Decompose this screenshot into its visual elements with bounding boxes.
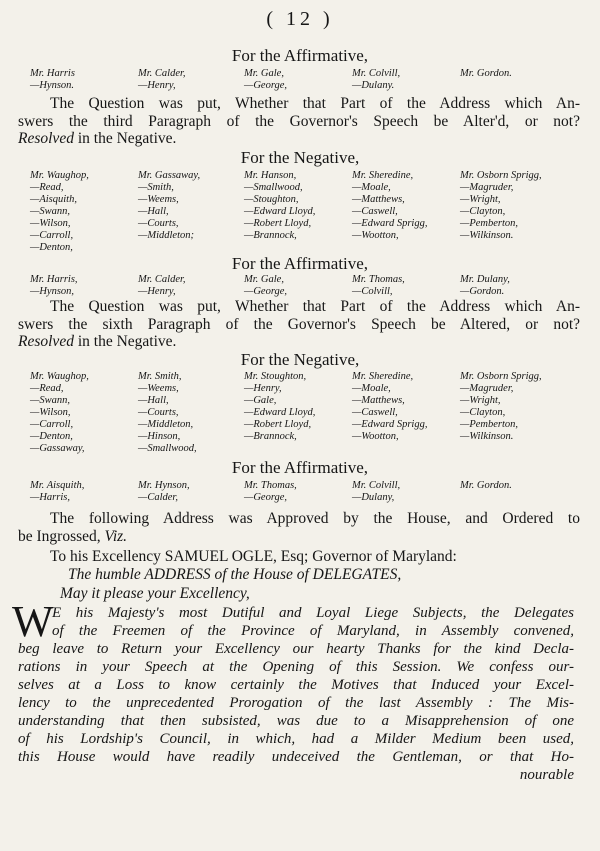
- vote-name: Mr. Gale,: [244, 68, 284, 79]
- vote-name: Mr. Gassaway,: [138, 170, 201, 181]
- vote-name: —Gassaway,: [30, 443, 85, 454]
- vote-name: Mr. Aisquith,: [30, 480, 85, 491]
- address-body-line: of the Freemen of the Province of Maryland, in Assembly convened,: [52, 623, 574, 639]
- address-body-line: selves at a Loss to know certainly the Motives that Induced your Excel-: [18, 677, 574, 693]
- address-recipient: To his Excellency SAMUEL OGLE, Esq; Governor of Maryland:: [50, 548, 457, 565]
- vote-heading-affirmative-2: For the Affirmative,: [231, 254, 369, 273]
- vote-name: —Edward Sprigg,: [352, 419, 428, 430]
- vote-name: Mr. Dulany,: [460, 274, 510, 285]
- vote-name: Mr. Stoughton,: [244, 371, 307, 382]
- vote-name: —Caswell,: [352, 407, 398, 418]
- vote-name: Mr. Calder,: [138, 68, 186, 79]
- vote-name: —Gale,: [244, 395, 277, 406]
- vote-name: Mr. Waughop,: [30, 371, 89, 382]
- vote-heading-negative-1: For the Negative,: [240, 148, 360, 167]
- vote-name: —Calder,: [138, 492, 178, 503]
- vote-name: —Robert Lloyd,: [244, 218, 312, 229]
- vote-name: —Henry,: [138, 286, 176, 297]
- address-body-line: understanding that then subsisted, was due to a Misapprehension of one: [18, 713, 574, 729]
- vote-name: Mr. Waughop,: [30, 170, 89, 181]
- question-1-line-1: The Question was put, Whether that Part of the Address which An-: [50, 95, 580, 112]
- address-body-line: of his Lordship's Council, in which, had a Milder Medium been used,: [18, 731, 574, 747]
- vote-name: —Edward Lloyd,: [244, 407, 316, 418]
- vote-name: —Brannock,: [244, 230, 297, 241]
- vote-name: —Wootton,: [352, 431, 399, 442]
- vote-name: —Read,: [30, 182, 64, 193]
- vote-name: —Weems,: [138, 383, 179, 394]
- vote-name: Mr. Gordon.: [460, 480, 512, 491]
- vote-name: Mr. Hanson,: [244, 170, 297, 181]
- vote-name: —Caswell,: [352, 206, 398, 217]
- vote-name: —Clayton,: [460, 206, 506, 217]
- vote-name: —Colvill,: [352, 286, 393, 297]
- vote-name: —Swann,: [30, 206, 70, 217]
- vote-name: —Henry,: [138, 80, 176, 91]
- resolved-rest: in the Negative.: [73, 333, 177, 350]
- approval-line-2: [18, 528, 580, 546]
- vote-heading-affirmative-3: For the Affirmative,: [231, 458, 369, 477]
- viz-word: Viz.: [104, 528, 128, 545]
- vote-name: —Henry,: [244, 383, 282, 394]
- vote-name: Mr. Thomas,: [244, 480, 297, 491]
- vote-name: —Clayton,: [460, 407, 506, 418]
- vote-name: —Gordon.: [460, 286, 505, 297]
- vote-heading-negative-2: For the Negative,: [240, 350, 360, 369]
- vote-name: —Carroll,: [30, 419, 74, 430]
- vote-name: —Pemberton,: [460, 419, 519, 430]
- vote-name: —Weems,: [138, 194, 179, 205]
- address-body-line: E his Majesty's most Dutiful and Loyal Liege Subjects, the Delegates: [52, 605, 574, 621]
- vote-name: —Hall,: [138, 206, 169, 217]
- resolved-line-2: [18, 333, 580, 351]
- vote-name: —Edward Lloyd,: [244, 206, 316, 217]
- vote-name: —Wright,: [460, 395, 501, 406]
- vote-row: [0, 443, 600, 457]
- vote-name: Mr. Colvill,: [352, 480, 401, 491]
- approval-end: be Ingrossed,: [18, 528, 105, 545]
- vote-name: —Middleton;: [138, 230, 194, 241]
- question-1-line-2: swers the third Paragraph of the Governor's Speech be Alter'd, or not?: [18, 113, 580, 130]
- vote-name: Mr. Gale,: [244, 274, 284, 285]
- vote-heading-affirmative-1: For the Affirmative,: [231, 46, 369, 65]
- vote-name: —Wilkinson.: [460, 230, 514, 241]
- vote-name: —Moale,: [352, 383, 391, 394]
- approval-line-1: The following Address was Approved by the House, and Ordered to: [50, 510, 580, 527]
- vote-name: —George,: [244, 286, 288, 297]
- vote-name: Mr. Harris: [30, 68, 75, 79]
- vote-name: —Smallwood,: [138, 443, 197, 454]
- drop-cap: W: [12, 597, 54, 646]
- vote-name: —Smallwood,: [244, 182, 303, 193]
- vote-name: —Moale,: [352, 182, 391, 193]
- vote-name: Mr. Thomas,: [352, 274, 405, 285]
- vote-name: —Stoughton,: [244, 194, 299, 205]
- vote-name: —Magruder,: [460, 182, 514, 193]
- vote-name: —Swann,: [30, 395, 70, 406]
- vote-name: —Read,: [30, 383, 64, 394]
- vote-name: —Matthews,: [352, 395, 405, 406]
- vote-name: Mr. Osborn Sprigg,: [460, 170, 542, 181]
- vote-name: —Hynson,: [30, 286, 75, 297]
- address-title: The humble ADDRESS of the House of DELEGATES,: [68, 566, 402, 583]
- resolved-word: Resolved: [18, 333, 74, 350]
- question-2-line-2: swers the sixth Paragraph of the Governor's Speech be Altered, or not?: [18, 316, 580, 333]
- vote-name: —George,: [244, 492, 288, 503]
- vote-name: —Denton,: [30, 242, 73, 253]
- vote-name: —Dulany.: [352, 80, 395, 91]
- vote-name: —Middleton,: [138, 419, 194, 430]
- vote-name: —Wootton,: [352, 230, 399, 241]
- resolved-line-1: [18, 130, 580, 148]
- address-body-catchword: nourable: [519, 767, 574, 783]
- vote-name: —Edward Sprigg,: [352, 218, 428, 229]
- vote-name: —Courts,: [138, 218, 179, 229]
- vote-name: —Wilson,: [30, 218, 71, 229]
- vote-name: —Aisquith,: [30, 194, 77, 205]
- vote-name: —Robert Lloyd,: [244, 419, 312, 430]
- vote-name: Mr. Sheredine,: [352, 371, 414, 382]
- vote-name: —Dulany,: [352, 492, 395, 503]
- vote-name: —Courts,: [138, 407, 179, 418]
- vote-name: —Wilkinson.: [460, 431, 514, 442]
- vote-name: —Wilson,: [30, 407, 71, 418]
- vote-name: —Magruder,: [460, 383, 514, 394]
- vote-name: —Brannock,: [244, 431, 297, 442]
- salutation: May it please your Excellency,: [60, 585, 250, 602]
- vote-name: —Hinson,: [138, 431, 181, 442]
- vote-name: Mr. Gordon.: [460, 68, 512, 79]
- address-body-line: beg leave to Return your Excellency our hearty Thanks for the kind Decla-: [18, 641, 574, 657]
- vote-name: Mr. Osborn Sprigg,: [460, 371, 542, 382]
- vote-name: —George,: [244, 80, 288, 91]
- question-2-line-1: The Question was put, Whether that Part of the Address which An-: [50, 298, 580, 315]
- page-number: ( 12 ): [266, 8, 334, 30]
- vote-name: —Carroll,: [30, 230, 74, 241]
- vote-row: [0, 492, 600, 506]
- resolved-rest: in the Negative.: [73, 130, 177, 147]
- vote-name: Mr. Sheredine,: [352, 170, 414, 181]
- vote-name: —Hynson.: [30, 80, 75, 91]
- vote-name: —Wright,: [460, 194, 501, 205]
- vote-name: Mr. Harris,: [30, 274, 78, 285]
- vote-name: Mr. Smith,: [138, 371, 182, 382]
- vote-name: Mr. Colvill,: [352, 68, 401, 79]
- vote-name: —Harris,: [30, 492, 70, 503]
- vote-name: Mr. Calder,: [138, 274, 186, 285]
- address-body-line: lency to the unprecedented Prorogation of the last Assembly : The Mis-: [18, 695, 574, 711]
- resolved-word: Resolved: [18, 130, 74, 147]
- vote-name: —Matthews,: [352, 194, 405, 205]
- vote-name: —Pemberton,: [460, 218, 519, 229]
- vote-name: —Hall,: [138, 395, 169, 406]
- address-body-line: rations in your Speech at the Opening of this Session. We confess our-: [18, 659, 574, 675]
- vote-name: —Smith,: [138, 182, 174, 193]
- vote-name: Mr. Hynson,: [138, 480, 190, 491]
- address-body-line: this House would have readily undeceived the Gentleman, or that Ho-: [18, 749, 574, 765]
- vote-row: [0, 80, 600, 94]
- vote-name: —Denton,: [30, 431, 73, 442]
